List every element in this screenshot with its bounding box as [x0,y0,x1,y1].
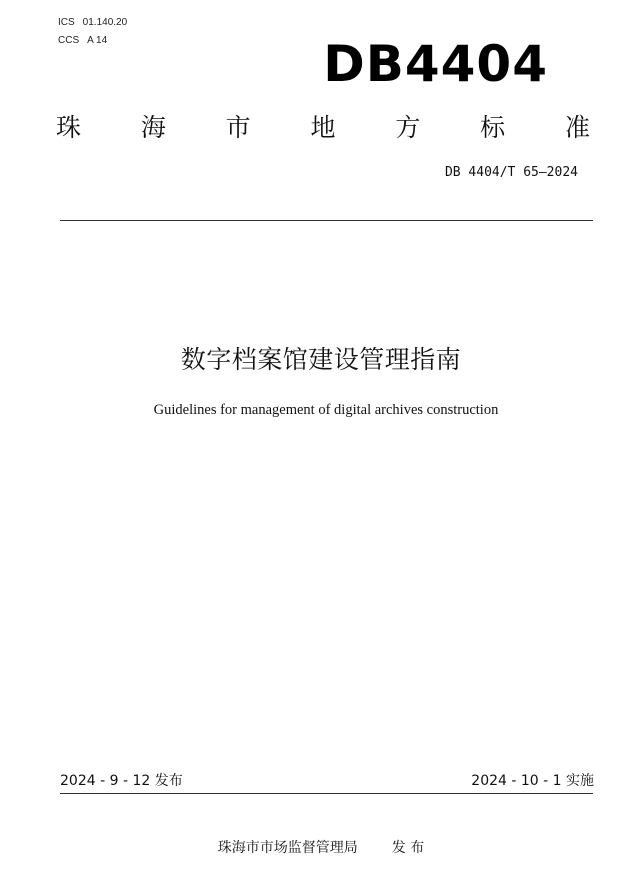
standard-type-char: 珠 [56,113,82,142]
issuer-name: 珠海市市场监督管理局 [217,840,358,856]
document-title-english: Guidelines for management of digital archives construction [153,402,499,418]
top-divider [60,220,593,221]
standard-type-char: 海 [140,113,166,142]
ics-label: ICS [58,17,75,28]
standard-type-char: 地 [310,113,336,142]
standard-type-heading [56,111,590,145]
implementation-date: 2024 - 10 - 1 实施 [471,773,594,789]
ccs-classification [58,35,107,47]
ics-value: 01.140.20 [82,17,128,28]
issue-date: 2024 - 9 - 12 发布 [60,773,183,789]
standard-number: DB 4404/T 65—2024 [444,165,578,180]
ccs-label: CCS [58,35,80,46]
document-title-chinese: 数字档案馆建设管理指南 [180,345,462,374]
standard-type-char: 准 [564,113,590,142]
ics-classification [58,17,127,29]
standard-type-char: 市 [225,113,251,142]
issuing-authority [0,838,642,858]
ccs-value: A 14 [87,35,108,46]
issuer-action: 发 布 [391,840,425,856]
standard-type-char: 标 [480,113,506,142]
standard-code: DB4404 [323,35,548,93]
standard-type-char: 方 [395,113,421,142]
bottom-divider [60,793,593,794]
